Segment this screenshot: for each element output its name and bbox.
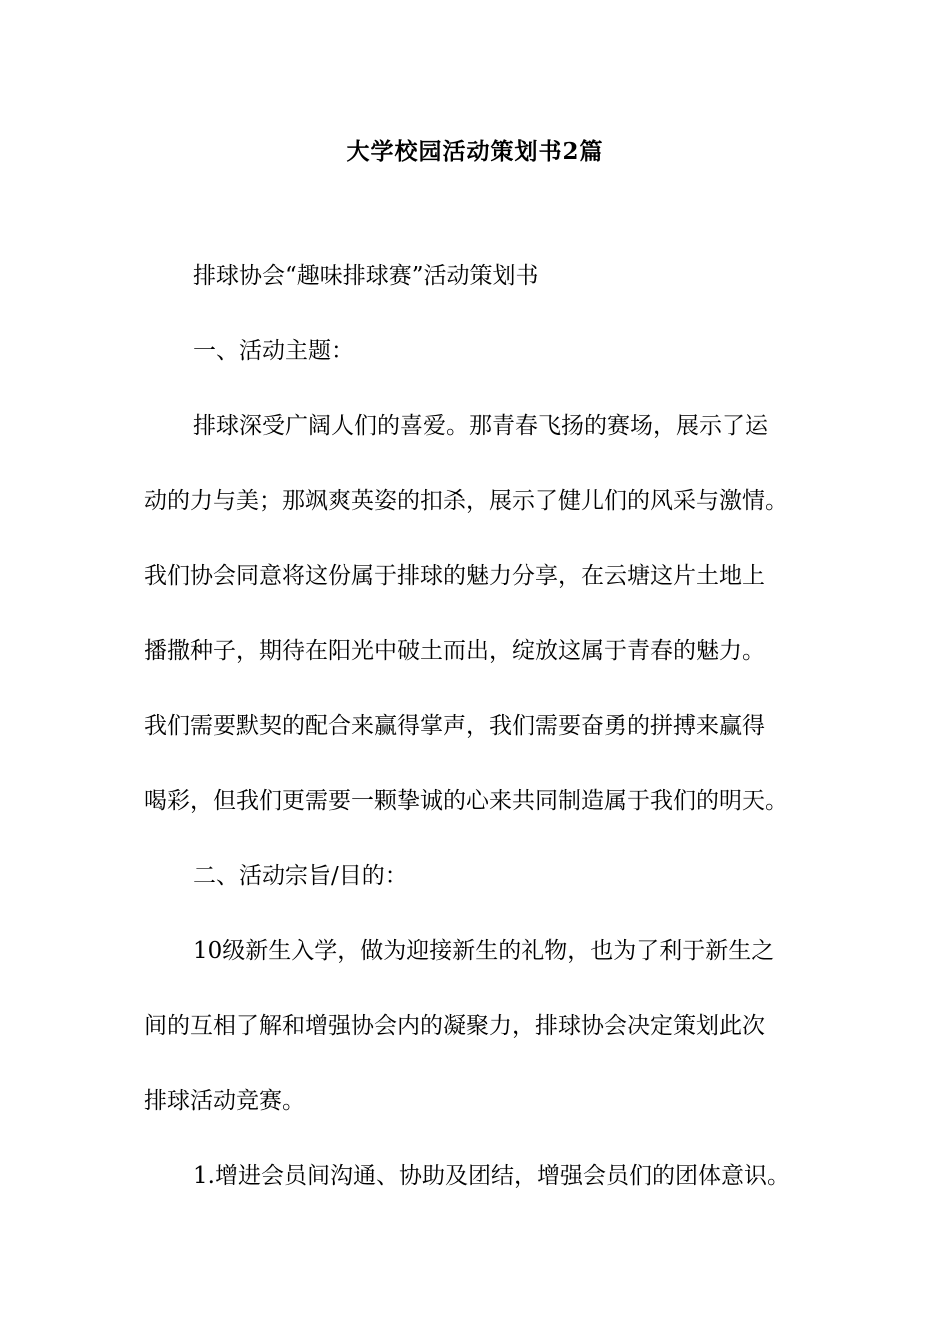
section-heading-1: 一、活动主题： bbox=[193, 338, 354, 364]
list-item: 1.增进会员间沟通、协助及团结，增强会员们的团体意识。 bbox=[193, 1163, 790, 1189]
section-heading-2: 二、活动宗旨/目的： bbox=[193, 863, 408, 889]
paragraph-line: 我们需要默契的配合来赢得掌声，我们需要奋勇的拼搏来赢得 bbox=[144, 713, 765, 739]
paragraph-line: 我们协会同意将这份属于排球的魅力分享，在云塘这片土地上 bbox=[144, 563, 765, 589]
paragraph-line: 间的互相了解和增强协会内的凝聚力，排球协会决定策划此次 bbox=[144, 1013, 765, 1039]
subtitle-line: 排球协会“趣味排球赛”活动策划书 bbox=[193, 263, 539, 289]
document-title: 大学校园活动策划书2篇 bbox=[346, 138, 604, 165]
paragraph-line: 排球深受广阔人们的喜爱。那青春飞扬的赛场，展示了运 bbox=[193, 413, 768, 439]
paragraph-line: 播撒种子，期待在阳光中破土而出，绽放这属于青春的魅力。 bbox=[144, 638, 765, 664]
paragraph-line: 排球活动竞赛。 bbox=[144, 1088, 305, 1114]
paragraph-line: 10级新生入学，做为迎接新生的礼物，也为了利于新生之 bbox=[193, 938, 775, 964]
paragraph-line: 喝彩，但我们更需要一颗挚诚的心来共同制造属于我们的明天。 bbox=[144, 788, 788, 814]
paragraph-line: 动的力与美；那飒爽英姿的扣杀，展示了健儿们的风采与激情。 bbox=[144, 488, 788, 514]
